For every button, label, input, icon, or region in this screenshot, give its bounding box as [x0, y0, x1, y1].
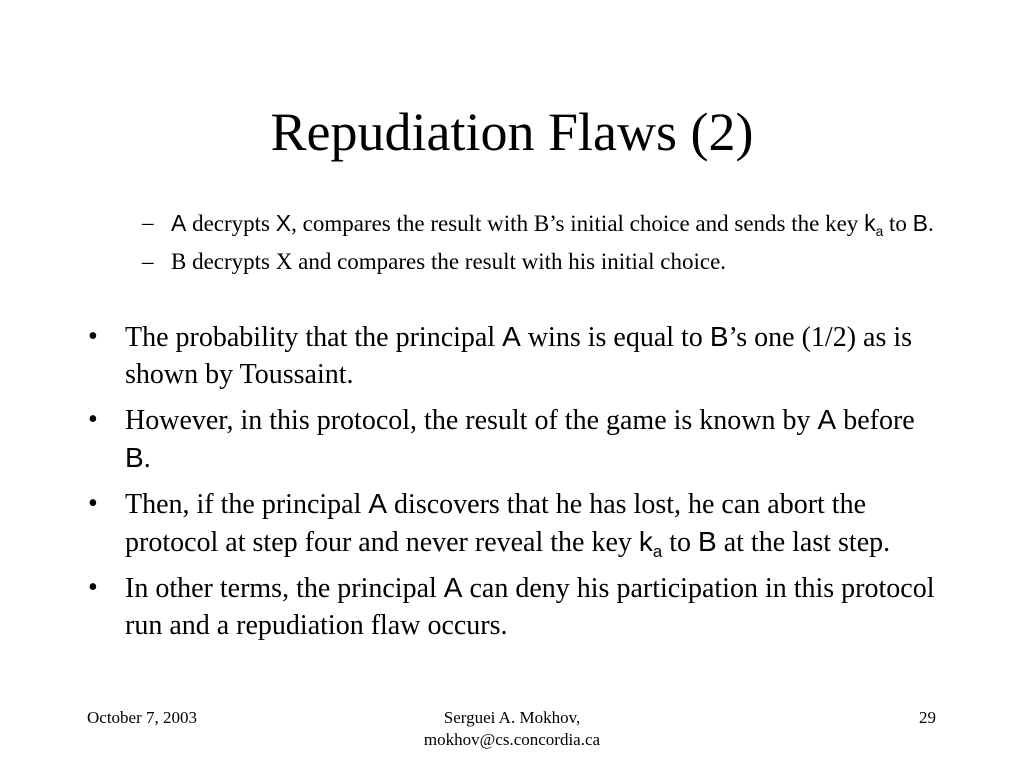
text-run: can deny his participation in this protocol run and a repudiation flaw occurs. [125, 573, 935, 641]
subscript-run: a [652, 541, 663, 561]
text-run: A [817, 404, 837, 435]
text-run: B [912, 210, 928, 236]
text-run: A [502, 321, 521, 352]
text-run: wins is equal to [520, 322, 710, 353]
text-run: , compares the result with B’s initial choice and sends the key [291, 211, 865, 236]
text-run: Then, if the principal [125, 489, 369, 520]
text-run: B decrypts X and compares the result with his initial choice. [171, 249, 727, 274]
footer-author-email: mokhov@cs.concordia.ca [423, 730, 601, 749]
text-run: B [698, 526, 717, 557]
text-run: before [836, 405, 915, 436]
text-run: at the last step. [716, 527, 891, 558]
text-run: In other terms, the principal [125, 573, 444, 604]
bullet-item [0, 485, 935, 561]
bullet-list [0, 318, 1024, 652]
bullet-text [125, 322, 912, 390]
text-run: to [662, 527, 699, 558]
sub-bullet-text [171, 249, 726, 274]
bullet-text [125, 488, 891, 561]
footer-date: October 7, 2003 [87, 708, 198, 727]
text-run: B [125, 442, 144, 473]
bullet-marker: • [88, 572, 98, 603]
bullet-marker: • [88, 321, 98, 352]
text-run: discovers that he has lost, he can abort the protocol at step four and never reveal the key [125, 489, 867, 558]
bullet-text [125, 405, 915, 474]
sub-bullet-item [0, 247, 941, 277]
text-run: k [638, 526, 653, 557]
footer-page-number: 29 [919, 708, 936, 727]
text-run: The probability that the principal [125, 322, 503, 353]
subscript-run: a [875, 223, 884, 239]
text-run: . [927, 211, 934, 236]
text-run: . [143, 443, 151, 474]
bullet-item [0, 318, 935, 393]
text-run: ’s one (1/2) as is shown by Toussaint. [125, 322, 913, 390]
footer-author-name: Serguei A. Mokhov, [443, 708, 581, 727]
sub-bullet-item [0, 208, 941, 239]
text-run: However, in this protocol, the result of the game is known by [125, 405, 818, 436]
bullet-item [0, 569, 935, 644]
bullet-text [125, 573, 935, 641]
text-run: k [864, 210, 876, 236]
dash-marker: – [142, 249, 154, 274]
text-run: A [171, 210, 187, 236]
text-run: decrypts [186, 211, 276, 236]
dash-marker: – [142, 210, 154, 235]
text-run: to [883, 211, 913, 236]
text-run: X [275, 210, 292, 236]
bullet-marker: • [88, 488, 98, 519]
text-run: A [368, 488, 388, 519]
footer-author [312, 707, 712, 751]
sub-bullet-text [171, 210, 934, 239]
bullet-marker: • [88, 404, 98, 435]
slide-title: Repudiation Flaws (2) [270, 102, 754, 162]
text-run: A [443, 572, 463, 603]
sub-bullet-list [0, 208, 1024, 285]
bullet-item [0, 401, 935, 477]
text-run: B [709, 321, 729, 352]
